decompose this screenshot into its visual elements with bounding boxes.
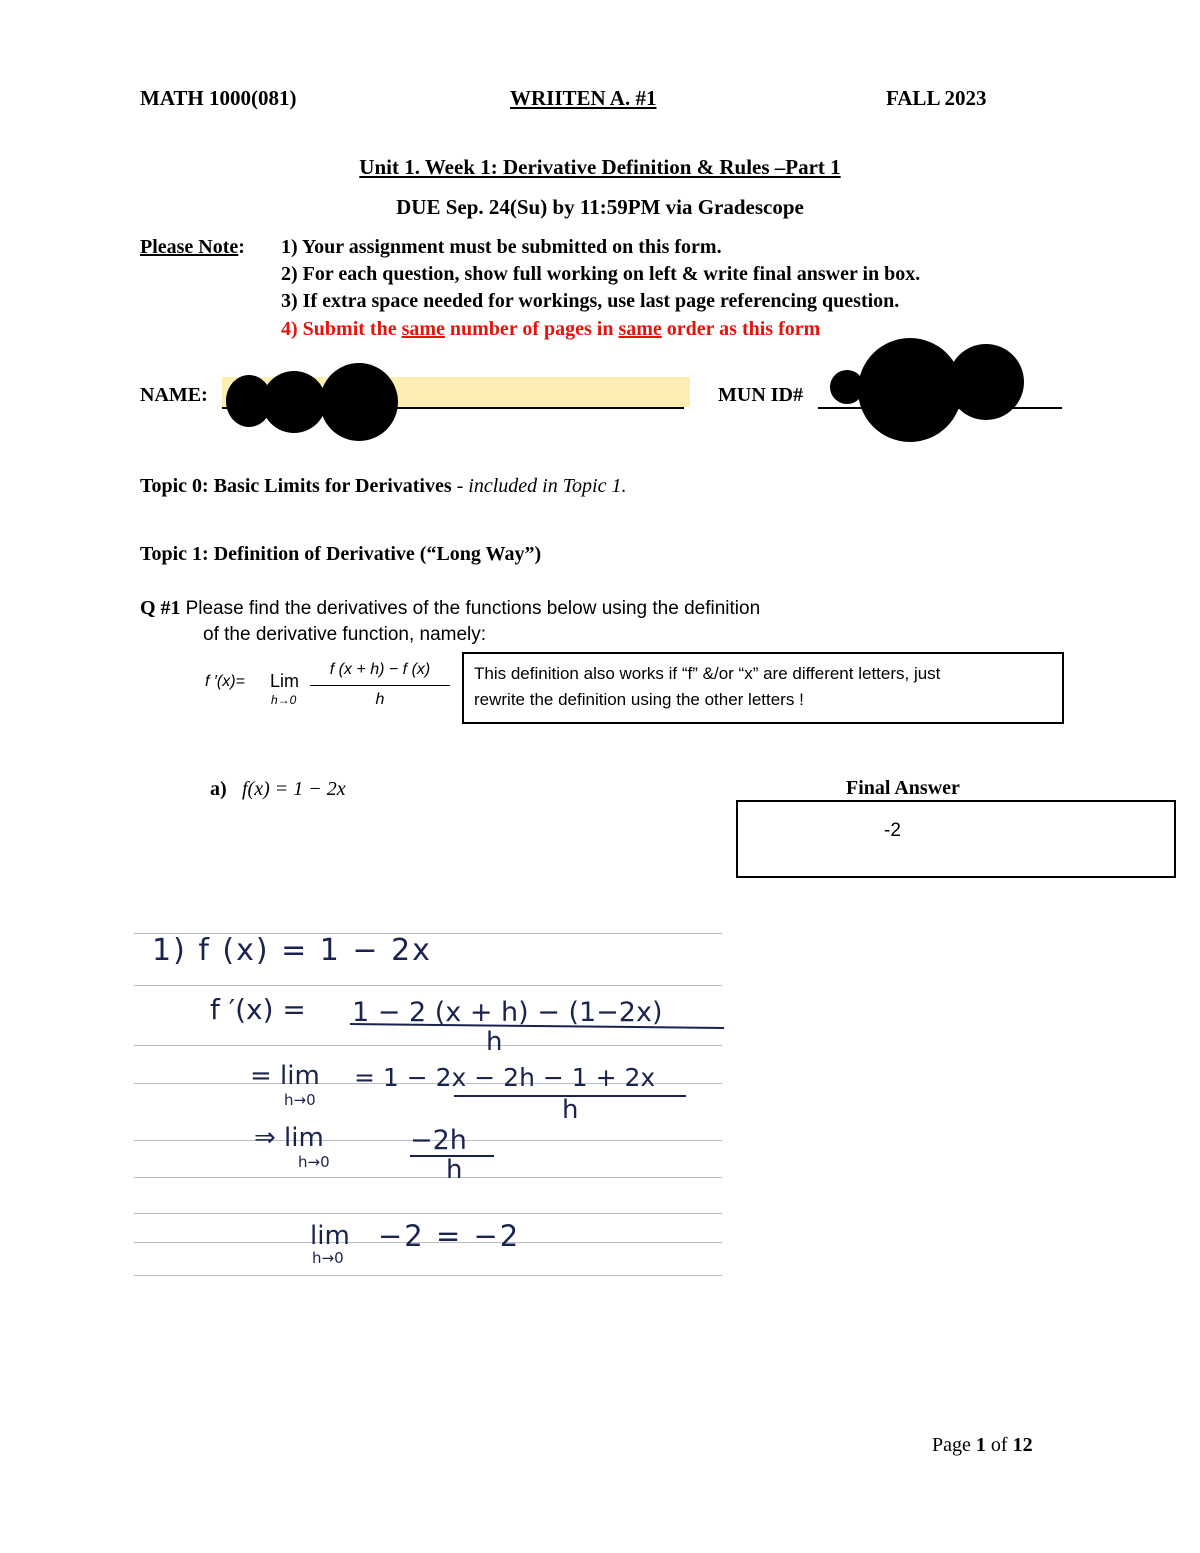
- formula-lim: Lim: [270, 671, 300, 691]
- formula-denominator: h: [375, 691, 385, 708]
- note-4-same-1: same: [401, 318, 445, 340]
- handwritten-line-3-sub: h→0: [284, 1091, 316, 1109]
- formula-lim-sub: h→0: [271, 693, 297, 707]
- ruled-line: [134, 1177, 722, 1178]
- note-1: 1) Your assignment must be submitted on this form.: [281, 236, 722, 258]
- handwritten-line-5-expression: −2 = −2: [378, 1219, 521, 1253]
- page-number: [932, 1434, 1033, 1457]
- term: FALL 2023: [886, 86, 987, 110]
- note-4-part2: number of pages in: [444, 318, 619, 340]
- unit-title: Unit 1. Week 1: Derivative Definition & Rules –Part 1: [359, 155, 841, 179]
- ruled-line: [134, 1045, 722, 1046]
- final-answer-box[interactable]: [736, 800, 1176, 878]
- notes-label-wrap: [140, 236, 245, 259]
- note-3: 3) If extra space needed for workings, use last page referencing question.: [281, 290, 900, 312]
- q1-line-1: [140, 597, 760, 620]
- redaction-mark: [858, 338, 962, 442]
- mun-id-label: MUN ID#: [718, 384, 803, 406]
- redaction-mark: [948, 344, 1024, 420]
- definition-note-line-2: rewrite the definition using the other letters !: [474, 690, 804, 709]
- handwritten-line-4-sub: h→0: [298, 1153, 330, 1171]
- name-label: NAME:: [140, 384, 208, 406]
- page-current: 1: [975, 1434, 986, 1456]
- handwritten-line-2-numerator: 1 − 2 (x + h) − (1−2x): [352, 997, 663, 1028]
- handwritten-line-3-expression: = 1 − 2x − 2h − 1 + 2x: [354, 1063, 656, 1092]
- topic-0: [140, 475, 626, 498]
- page-total: 12: [1012, 1434, 1033, 1456]
- note-4: [281, 318, 820, 341]
- topic-0-title: Topic 0: Basic Limits for Derivatives: [140, 475, 452, 497]
- note-2: 2) For each question, show full working on left & write final answer in box.: [281, 263, 921, 285]
- note-4-part1: 4) Submit the: [281, 318, 402, 340]
- ruled-line: [134, 1275, 722, 1276]
- ruled-line: [134, 1213, 722, 1214]
- page-of: of: [990, 1434, 1008, 1456]
- assignment-title: WRIITEN A. #1: [510, 86, 657, 110]
- q1-text-2: of the derivative function, namely:: [203, 624, 487, 645]
- q1-label: Q #1: [140, 597, 181, 619]
- topic-1-title: Topic 1: Definition of Derivative (“Long Way”): [140, 543, 542, 565]
- handwritten-line-3-denominator: h: [562, 1095, 579, 1125]
- formula-fraction-bar: [310, 685, 450, 686]
- handwritten-line-4-lim: ⇒ lim: [254, 1123, 324, 1153]
- note-4-same-2: same: [618, 318, 662, 340]
- definition-note-box: [462, 652, 1064, 724]
- notes-colon: :: [238, 236, 245, 258]
- final-answer-value: -2: [884, 820, 901, 841]
- part-a-label: a): [210, 778, 227, 800]
- handwritten-line-2-lhs: f ′(x) =: [210, 993, 306, 1026]
- formula-numerator: f (x + h) − f (x): [329, 661, 431, 678]
- handwritten-line-4-numerator: −2h: [410, 1125, 467, 1156]
- formula-lhs: f ′(x)=: [205, 673, 245, 690]
- course-code: MATH 1000(081): [140, 86, 297, 110]
- handwritten-line-3-lim: = lim: [250, 1061, 320, 1091]
- redaction-mark: [262, 371, 326, 433]
- page-label: Page: [932, 1434, 971, 1456]
- notes-label: Please Note: [140, 236, 239, 258]
- q1-text-1: Please find the derivatives of the functions below using the definition: [185, 598, 761, 619]
- handwritten-line-1: 1) f (x) = 1 − 2x: [152, 933, 432, 968]
- ruled-line: [134, 985, 722, 986]
- definition-note-line-1: This definition also works if “f” &/or “x” are different letters, just: [474, 664, 941, 683]
- handwritten-line-4-denominator: h: [446, 1155, 463, 1185]
- handwritten-line-2-denominator: h: [486, 1027, 503, 1057]
- note-4-part3: order as this form: [661, 318, 821, 340]
- topic-0-note: - included in Topic 1.: [456, 475, 627, 497]
- redaction-mark: [320, 363, 398, 441]
- handwritten-line-5-lim: lim: [310, 1221, 350, 1251]
- handwritten-work: [134, 915, 722, 1285]
- due-date: DUE Sep. 24(Su) by 11:59PM via Gradescope: [396, 195, 804, 219]
- handwritten-line-5-sub: h→0: [312, 1249, 344, 1267]
- part-a-function: f(x) = 1 − 2x: [242, 778, 346, 800]
- final-answer-label: Final Answer: [846, 777, 960, 799]
